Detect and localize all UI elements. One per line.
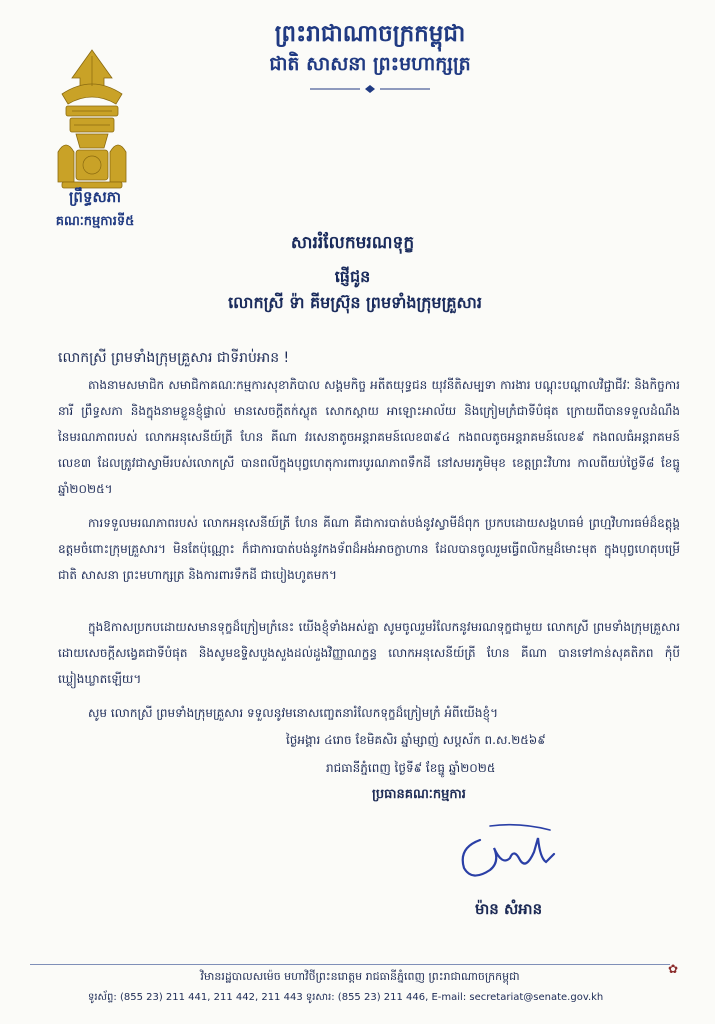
senate-name: ព្រឹទ្ធសភា	[68, 188, 122, 206]
senate-emblem-icon	[52, 48, 132, 190]
footer-contact: ទូរស័ព្ទ: (855 23) 211 441, 211 442, 211 443 ទូរសារ: (855 23) 211 446, E-mail: secretariat@senate.gov.kh	[88, 992, 604, 1003]
body-paragraph: ក្នុងឱកាសប្រកបដោយសមានទុក្ខដ៏ក្រៀមក្រំនេះ យើងខ្ញុំទាំងអស់គ្នា សូមចូលរួមរំលែកនូវមរណទុក្ខជាមួយ លោកស្រី ព្រមទាំងក្រុមគ្រួសារ ដោយសេចក្តីសង្វេគជាទីបំផុត និងសូមឧទ្ទិសបួងសួងដល់ដួងវិញ្ញាណក្ខន្ធ លោកអនុសេនីយ៍ត្រី ហែន គីណា បានទៅកាន់សុគតិភព កុំបីឃ្លៀងឃ្លាតឡើយ។	[58, 620, 680, 686]
send-to-label: ផ្ញើជូន	[334, 267, 371, 286]
solar-date: រាជធានីភ្នំពេញ ថ្ងៃទី៩ ខែធ្នូ ឆ្នាំ២០២៥	[326, 761, 496, 775]
footer-address: វិមានរដ្ឋបាលសម៉េច មហាវិថីព្រះនរោត្តម រាជធានីភ្នំពេញ ព្រះរាជាណាចក្រកម្ពុជា	[200, 970, 520, 983]
ornament-divider-icon	[310, 85, 430, 93]
handwritten-signature-icon	[450, 818, 560, 888]
salutation: លោកស្រី ព្រមទាំងក្រុមគ្រួសារ ជាទីរាប់អាន !	[58, 350, 290, 366]
kingdom-title: ព្រះរាជាណាចក្រកម្ពុជា	[274, 21, 466, 47]
letter-type-heading: សាររំលែកមរណទុក្ខ	[290, 233, 415, 253]
signer-title: ប្រធានគណៈកម្មការ	[372, 787, 466, 802]
national-motto: ជាតិ សាសនា ព្រះមហាក្សត្រ	[269, 53, 471, 75]
footer-divider	[30, 964, 670, 965]
body-paragraph: ការទទួលមរណភាពរបស់ លោកអនុសេនីយ៍ត្រី ហែន គីណា គឺជាការបាត់បង់នូវស្វាមីដ៏ពុក ប្រកបដោយសង្គហធម៌ ព្រហ្មវិហារធម៌ដ៏ឧត្តុង្គឧត្តមចំពោះក្រុមគ្រួសារ។ មិនតែប៉ុណ្ណោះ ក៏ជាការបាត់បង់នូវកងទ័ពដ៏អង់អាចក្លាហាន ដែលបានចូលរួមធ្វើពលិកម្មដ៏មោះមុត ក្នុងបុព្វហេតុបម្រើជាតិ សាសនា ព្រះមហាក្សត្រ និងការពារទឹកដី ជាបៀងហូតមក។	[58, 516, 680, 582]
closing-paragraph: សូម លោកស្រី ព្រមទាំងក្រុមគ្រួសារ ទទួលនូវមនោសញ្ចេតនារំលែកទុក្ខដ៏ក្រៀមក្រំ អំពីយើងខ្ញុំ។	[88, 706, 499, 720]
footer-mark-icon: ✿	[668, 962, 679, 976]
signer-name: ម៉ាន សំអាន	[475, 900, 543, 918]
body-paragraph: តាងនាមសមាជិក សមាជិកាគណៈកម្មការសុខាភិបាល សង្គមកិច្ច អតីតយុទ្ធជន យុវនីតិសម្បទា ការងារ បណ្តុះបណ្តាលវិជ្ជាជីវៈ និងកិច្ចការនារី ព្រឹទ្ធសភា និងក្នុងនាមខ្លួនខ្ញុំផ្ទាល់ មានសេចក្តីតក់ស្លុត សោកស្តាយ អាឡោះអាល័យ និងក្រៀមក្រំជាទីបំផុត ក្រោយពីបានទទួលដំណឹងនៃមរណភាពរបស់ លោកអនុសេនីយ៍ត្រី ហែន គីណា វរសេនាតូចអន្តរាគមន៍លេខ៣៩៤ កងពលតូចអន្តរាគមន៍លេខ៩ កងពលធំអន្តរាគមន៍លេខ៣ ដែលត្រូវជាស្វាមីរបស់លោកស្រី បានពលីក្នុងបុព្វហេតុការពារបូរណភាពទឹកដី នៅសមរភូមិមុខ ខេត្តព្រះវិហារ កាលពីយប់ថ្ងៃទី៨ ខែធ្នូ ឆ្នាំ២០២៥។	[58, 378, 680, 496]
recipient-line: លោកស្រី ទ៉ា គីមស្រ៊ុន ព្រមទាំងក្រុមគ្រួសារ	[228, 293, 482, 312]
lunar-date: ថ្ងៃអង្គារ ៤រោច ខែមិគសិរ ឆ្នាំម្សាញ់ សប្តស័ក ព.ស.២៥៦៩	[286, 733, 546, 747]
committee-name: គណៈកម្មការទី៥	[55, 214, 135, 229]
